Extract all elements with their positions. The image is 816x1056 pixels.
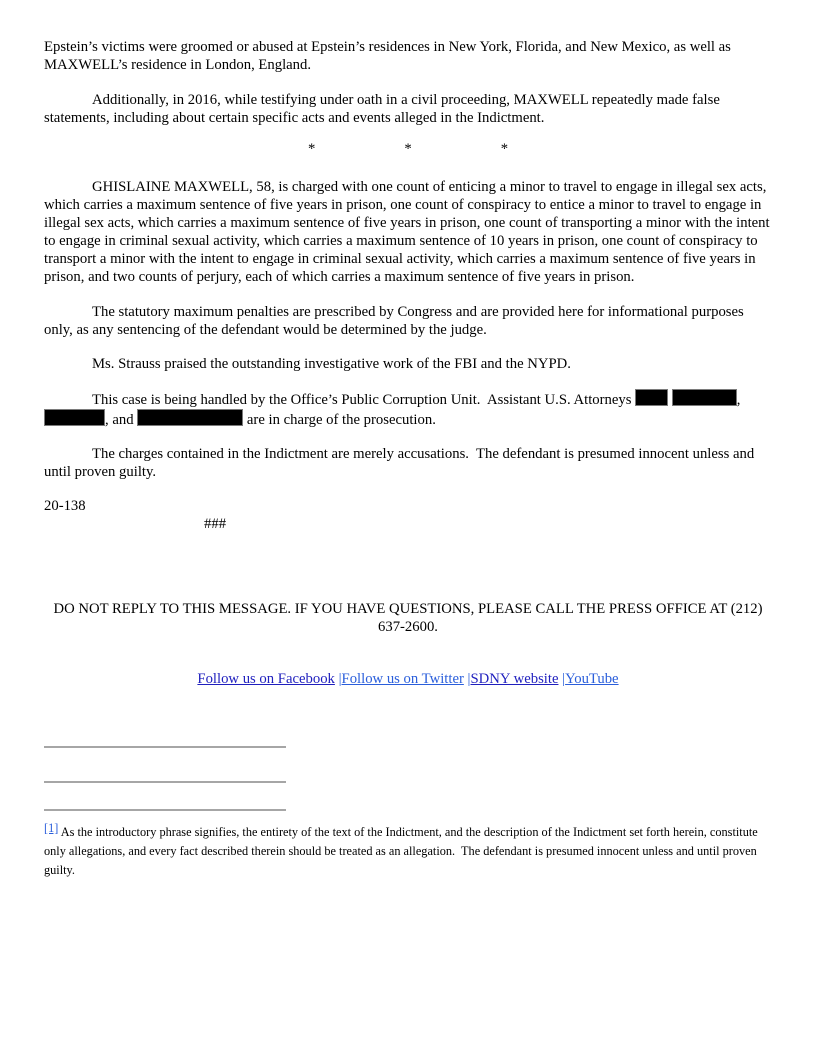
paragraph-statutory-max: The statutory maximum penalties are prescribed by Congress and are provided here for informational purposes only, as any sentencing of the defendant would be determined by the judge.	[44, 304, 748, 338]
footnote-separator-line	[44, 781, 286, 783]
prosecution-text-tail: are in charge of the prosecution.	[243, 412, 436, 428]
asterisk-separator	[308, 140, 772, 158]
link-separator: |	[338, 671, 342, 687]
footnote-text: As the introductory phrase signifies, the entirety of the text of the Indictment, and the description of the Indictment set forth herein, constitute only allegations, and every fact described therein should be treated as an allegation. The defendant is presumed innocent unless and until proven guilty.	[44, 825, 761, 877]
youtube-link[interactable]: YouTube	[565, 671, 619, 687]
footnote-marker-link[interactable]: [1]	[44, 821, 59, 835]
link-separator: |	[467, 671, 471, 687]
paragraph-presumed-innocent: The charges contained in the Indictment are merely accusations. The defendant is presumed innocent unless and until proven guilty.	[44, 446, 758, 480]
press-office-notice: DO NOT REPLY TO THIS MESSAGE. IF YOU HAVE QUESTIONS, PLEASE CALL THE PRESS OFFICE AT (212) 637-2600.	[53, 601, 767, 635]
redaction-box-1	[635, 389, 668, 406]
paragraph-strauss-praise: Ms. Strauss praised the outstanding investigative work of the FBI and the NYPD.	[92, 356, 571, 372]
case-number: 20-138	[44, 498, 86, 514]
prosecution-text-sep2: , and	[105, 412, 138, 428]
asterisk: *	[500, 141, 509, 157]
facebook-link[interactable]: Follow us on Facebook	[197, 671, 335, 687]
asterisk: *	[404, 141, 412, 157]
prosecution-text-lead: This case is being handled by the Office’s Public Corruption Unit. Assistant U.S. Attorneys	[92, 392, 636, 408]
asterisk: *	[308, 141, 316, 157]
link-separator: |	[562, 671, 566, 687]
prosecution-text-sep1: ,	[736, 392, 745, 408]
social-links-row	[44, 670, 772, 688]
end-marker: ###	[204, 516, 227, 532]
paragraph-charges: GHISLAINE MAXWELL, 58, is charged with one count of enticing a minor to travel to engage in illegal sex acts, which carries a maximum sentence of five years in prison, one count of conspiracy to entice a minor to travel to engage in illegal sex acts, which carries a maximum sentence of five years in prison, one count of transporting a minor with the intent to engage in criminal sexual activity, which carries a maximum sentence of 10 years in prison, one count of conspiracy to transport a minor with the intent to engage in criminal sexual activity, which carries a maximum sentence of five years in prison, and two counts of perjury, each of which carries a maximum sentence of five years in prison.	[44, 179, 774, 285]
paragraph-epstein-residences: Epstein’s victims were groomed or abused at Epstein’s residences in New York, Florida, and New Mexico, as well as MAXWELL’s residence in London, England.	[44, 39, 735, 73]
sdny-website-link[interactable]: SDNY website	[470, 671, 559, 687]
redaction-box-4	[137, 409, 243, 426]
footnote-separator-line	[44, 746, 286, 748]
footnote	[44, 823, 772, 880]
twitter-link[interactable]: Follow us on Twitter	[341, 671, 464, 687]
paragraph-prosecution-team	[44, 389, 772, 429]
redaction-box-3	[44, 409, 105, 426]
footnote-separator-line	[44, 809, 286, 811]
redaction-box-2	[672, 389, 737, 406]
paragraph-false-statements: Additionally, in 2016, while testifying under oath in a civil proceeding, MAXWELL repeatedly made false statements, including about certain specific acts and events alleged in the Indictment.	[44, 92, 724, 126]
